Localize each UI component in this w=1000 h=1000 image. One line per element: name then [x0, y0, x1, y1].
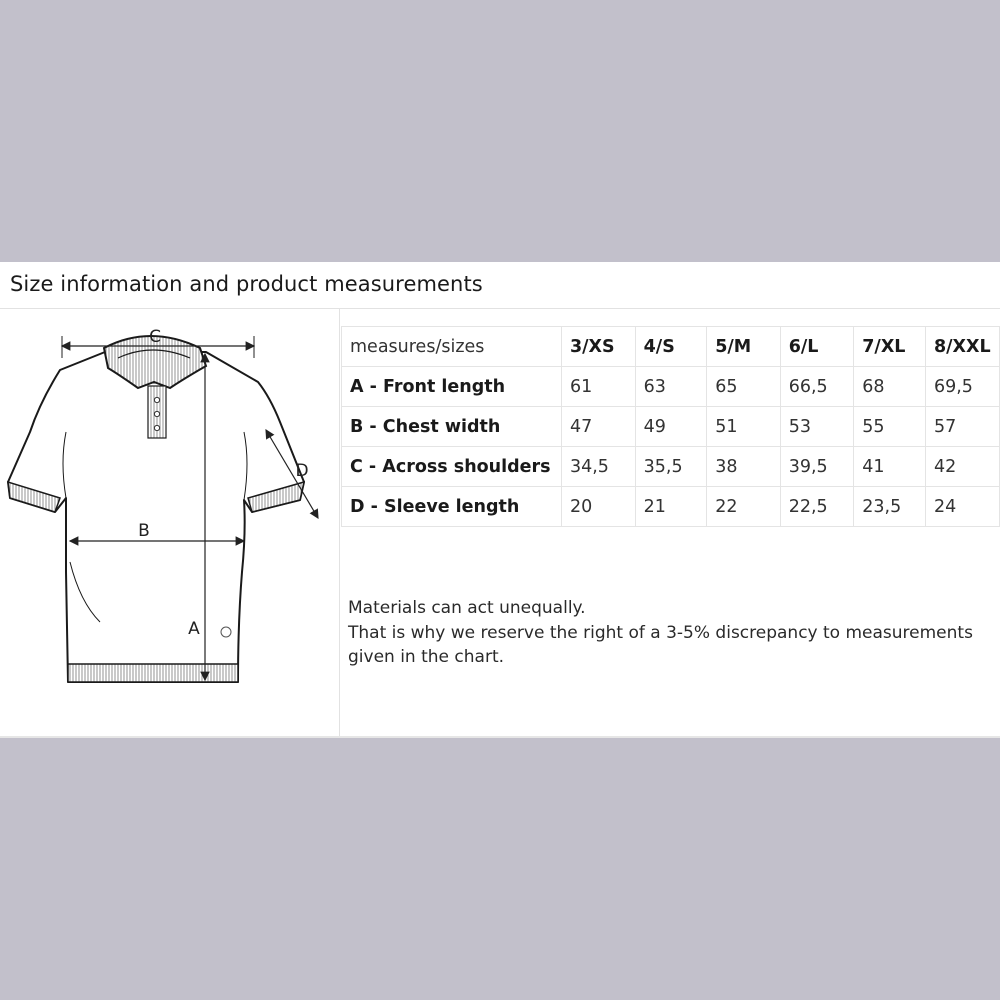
size-info-panel	[0, 262, 1000, 738]
measure-value: 65	[707, 367, 780, 407]
size-header: 8/XXL	[925, 327, 999, 367]
size-header: 4/S	[635, 327, 707, 367]
hem-rib	[68, 664, 238, 682]
measure-value: 53	[780, 407, 854, 447]
measure-value: 23,5	[854, 487, 926, 527]
size-header: 6/L	[780, 327, 854, 367]
disclaimer-notes	[348, 596, 993, 670]
table-header-row	[342, 327, 1000, 367]
measure-value: 24	[925, 487, 999, 527]
measure-value: 39,5	[780, 447, 854, 487]
measure-value: 21	[635, 487, 707, 527]
measure-value: 63	[635, 367, 707, 407]
polo-shirt-diagram	[0, 312, 338, 732]
measure-value: 55	[854, 407, 926, 447]
table-corner-label: measures/sizes	[342, 327, 562, 367]
measure-value: 41	[854, 447, 926, 487]
label-a: A	[188, 619, 200, 639]
measure-value: 61	[561, 367, 635, 407]
label-d: D	[295, 461, 309, 481]
column-divider	[339, 309, 340, 738]
measure-value: 68	[854, 367, 926, 407]
measure-label: D - Sleeve length	[342, 487, 562, 527]
bottom-divider	[0, 736, 1000, 738]
title-divider	[0, 308, 1000, 309]
measure-value: 57	[925, 407, 999, 447]
measure-label: A - Front length	[342, 367, 562, 407]
note-line-2: That is why we reserve the right of a 3-5% discrepancy to measurements given in the chart.	[348, 622, 973, 667]
size-header: 5/M	[707, 327, 780, 367]
measure-value: 42	[925, 447, 999, 487]
measure-label: C - Across shoulders	[342, 447, 562, 487]
logo-badge	[221, 627, 231, 637]
measure-value: 20	[561, 487, 635, 527]
size-header: 7/XL	[854, 327, 926, 367]
page-title: Size information and product measurements	[10, 272, 483, 296]
size-header: 3/XS	[561, 327, 635, 367]
size-table	[341, 326, 1000, 527]
measure-value: 51	[707, 407, 780, 447]
measure-value: 22,5	[780, 487, 854, 527]
measure-value: 34,5	[561, 447, 635, 487]
table-row	[342, 447, 1000, 487]
note-line-1: Materials can act unequally.	[348, 598, 586, 618]
measure-value: 35,5	[635, 447, 707, 487]
table-row	[342, 407, 1000, 447]
measure-value: 69,5	[925, 367, 999, 407]
measure-value: 38	[707, 447, 780, 487]
measure-value: 47	[561, 407, 635, 447]
measure-value: 49	[635, 407, 707, 447]
measure-label: B - Chest width	[342, 407, 562, 447]
label-b: B	[138, 521, 150, 541]
table-row	[342, 367, 1000, 407]
measure-value: 22	[707, 487, 780, 527]
measure-value: 66,5	[780, 367, 854, 407]
label-c: C	[149, 327, 161, 347]
table-row	[342, 487, 1000, 527]
